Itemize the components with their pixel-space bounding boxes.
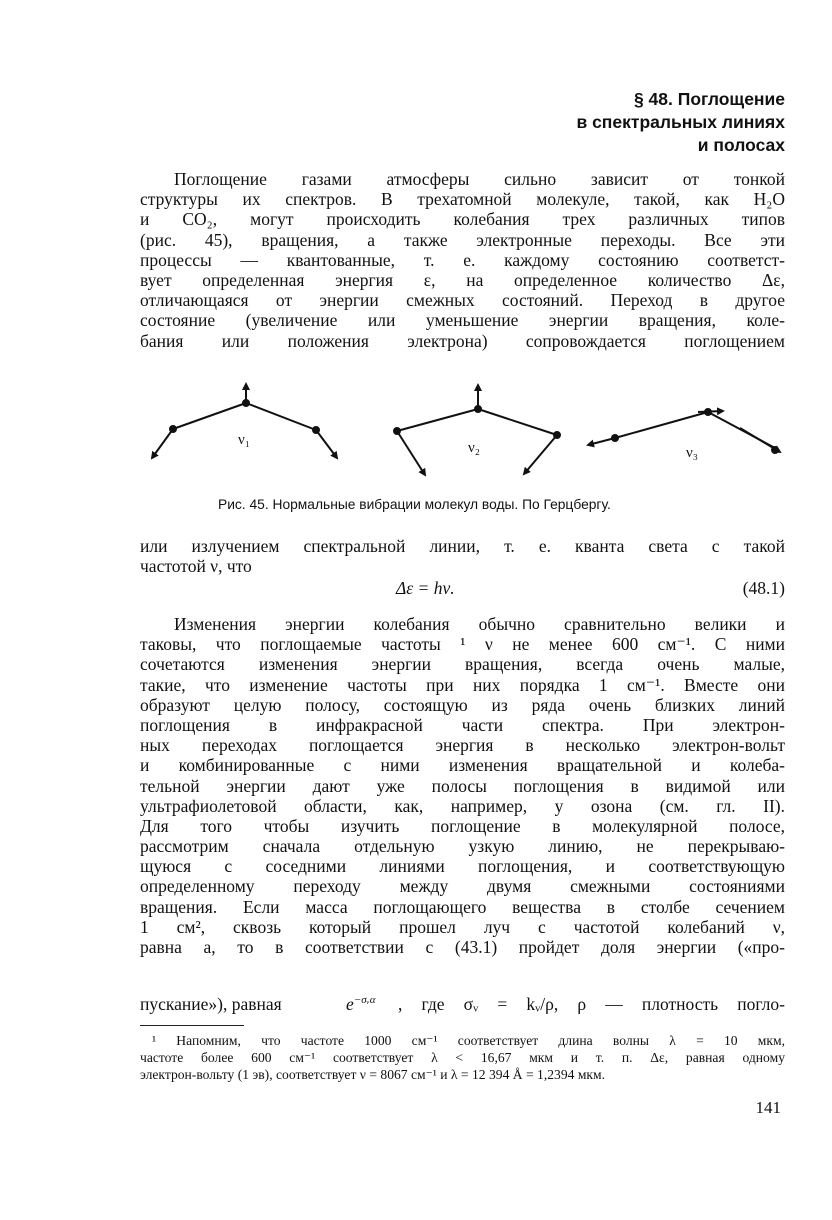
text-line: вращения. Если масса поглощающего вещества в столбе сечением [140,896,785,917]
label-nu1: ν₁ [238,432,251,448]
footnote-line: ¹ Напомним, что частоте 1000 см⁻¹ соответствует длина волны λ = 10 мкм, [152,1033,785,1048]
text-line: (рис. 45), вращения, а также электронные переходы. Все эти [140,229,785,250]
text-line: Изменения энергии колебания обычно сравнительно велики и [174,614,785,634]
text-fragment: пускание»), равная [140,994,282,1014]
text-line: тельной энергии дают уже полосы поглощения в видимой или [140,775,785,796]
page-number: 141 [755,1098,781,1117]
text-line: такие, что изменение частоты при них порядка 1 см⁻¹. Вместе они [140,674,785,695]
text-line: равна a, то в соответствии с (43.1) пройдет доля энергии («про- [140,937,785,957]
footnote-rule [140,1025,244,1026]
section-heading [425,88,785,157]
text-line: состояние (увеличение или уменьшение энергии вращения, коле- [140,310,785,331]
text-line: ных переходах поглощается энергия в несколько электрон-вольт [140,735,785,756]
formula-48-1 [140,578,785,598]
exp-power: −σᵥα [353,994,376,1007]
footnote [140,1032,785,1083]
text-line: структуры их спектров. В трехатомной молекуле, такой, как H₂O [140,189,785,210]
text-line: отличающаяся от энергии смежных состояний. Переход в другое [140,290,785,311]
footnote-line: частоте более 600 см⁻¹ соответствует λ < 16,67 мкм и т. п. Δε, равная одному [140,1050,785,1065]
book-page [140,0,785,1220]
heading-line: § 48. Поглощение [633,89,785,109]
text-line: рассмотрим сначала отдельную узкую линию, не перекрываю- [140,836,785,857]
paragraph-1 [140,169,785,351]
text-line: Поглощение газами атмосферы сильно зависит от тонкой [174,169,785,189]
label-nu2: ν₂ [468,440,481,456]
formula-expression: Δε = hν. [396,578,455,598]
heading-line: в спектральных линиях [576,112,785,132]
text-line: бания или положения электрона) сопровождается поглощением [140,330,785,351]
footnote-line: электрон-вольту (1 эв), соответствует ν = 8067 см⁻¹ и λ = 12 394 Å = 1,2394 мкм. [140,1067,606,1082]
exponent-line [140,985,785,1017]
heading-line: и полосах [697,135,785,155]
formula-number: (48.1) [742,578,785,598]
text-fragment: , где σᵥ = kᵥ/ρ, ρ — плотность погло- [398,994,785,1014]
label-nu3: ν₃ [686,445,699,461]
figure-45 [140,372,785,482]
text-line: Для того чтобы изучить поглощение в молекулярной полосе, [140,815,785,836]
paragraph-2 [140,536,785,576]
text-line: и комбинированные с ними изменения вращательной и колеба- [140,755,785,776]
mode-nu3 [588,409,780,453]
text-line: определенному переходу между двумя смежными состояниями [140,876,785,897]
text-line: и CO₂, могут происходить колебания трех различных типов [140,209,785,230]
vibration-diagram [140,372,785,482]
text-line: вует определенная энергия ε, на определенное количество Δε, [140,269,785,290]
text-line: поглощения в инфракрасной части спектра. При электрон- [140,714,785,735]
paragraph-3 [140,614,785,957]
text-line: таковы, что поглощаемые частоты ¹ ν не менее 600 см⁻¹. С ними [140,634,785,655]
text-line: частотой ν, что [140,556,252,577]
text-line: ультрафиолетовой области, как, например, у озона (см. гл. II). [140,795,785,816]
text-line: щуюся с соседними линиями поглощения, и соответствующую [140,856,785,877]
exp-base: e [346,994,354,1014]
text-line: образуют целую полосу, состоящую из ряда очень близких линий [140,694,785,715]
text-line: или излучением спектральной линии, т. е. кванта света с такой [140,536,785,556]
mode-nu2 [394,385,560,475]
figure-caption: Рис. 45. Нормальные вибрации молекул воды. По Герцбергу. [218,497,611,512]
text-line: процессы — квантованные, т. е. каждому состоянию соответст- [140,249,785,270]
text-line: 1 см², сквозь который прошел луч с частотой колебаний ν, [140,916,785,937]
text-line: сочетаются изменения энергии вращения, всегда очень малые, [140,654,785,675]
exponential-expression [346,994,375,1015]
